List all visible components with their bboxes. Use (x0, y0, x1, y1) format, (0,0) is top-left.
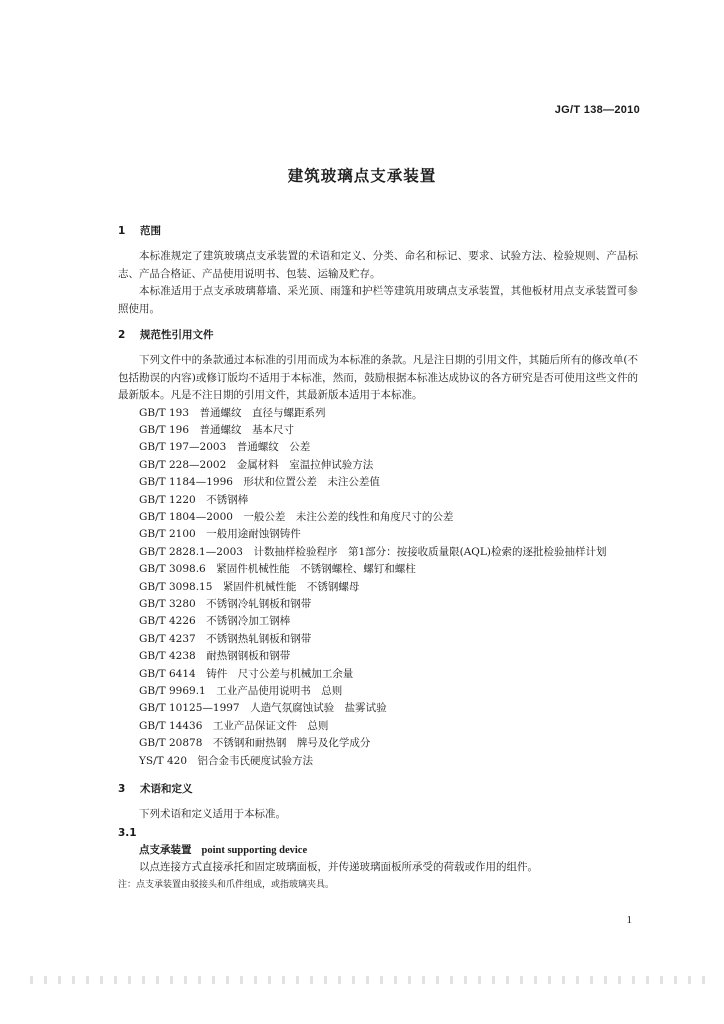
term-definition: 以点连接方式直接承托和固定玻璃面板，并传递玻璃面板所承受的荷载或作用的组件。 (139, 861, 538, 874)
reference-item: GB/T 3098.6 紧固件机械性能 不锈钢螺栓、螺钉和螺柱 (139, 563, 416, 576)
term-name-en: point supporting device (201, 844, 308, 856)
reference-item: GB/T 2828.1—2003 计数抽样检验程序 第1部分：按接收质量限(AQL)检索的逐批检验抽样计划 (139, 545, 607, 558)
document-body (118, 222, 638, 893)
document-title: 建筑玻璃点支承装置 (287, 167, 437, 185)
reference-item: GB/T 1804—2000 一般公差 未注公差的线性和角度尺寸的公差 (139, 510, 454, 523)
section-title: 范围 (140, 225, 161, 237)
paragraph: 下列术语和定义适用于本标准。 (139, 808, 286, 821)
term-entry (118, 842, 638, 860)
reference-item: GB/T 4226 不锈钢冷加工钢棒 (139, 615, 291, 628)
reference-item: GB/T 1184—1996 形状和位置公差 未注公差值 (139, 476, 380, 489)
section-heading (118, 326, 638, 344)
section-heading (118, 780, 638, 798)
reference-item: GB/T 4237 不锈钢热轧钢板和钢带 (139, 632, 312, 645)
paragraph: 下列文件中的条款通过本标准的引用而成为本标准的条款。凡是注日期的引用文件，其随后所有的修改单(不包括勘误的内容)或修订版均不适用于本标准，然而，鼓励根据本标准达成协议的各方研究是否可使用这些文件的最新版本。凡是不注日期的引用文件，其最新版本适用于本标准。 (118, 354, 638, 401)
reference-item: GB/T 197—2003 普通螺纹 公差 (139, 441, 311, 454)
section-number: 1 (118, 225, 126, 237)
reference-item: GB/T 9969.1 工业产品使用说明书 总则 (139, 685, 343, 697)
section-title: 规范性引用文件 (140, 329, 214, 341)
section-number: 3 (118, 783, 126, 796)
reference-item: GB/T 196 普通螺纹 基本尺寸 (139, 423, 295, 436)
reference-item: GB/T 193 普通螺纹 直径与螺距系列 (139, 406, 326, 419)
reference-item: GB/T 3280 不锈钢冷轧钢板和钢带 (139, 597, 312, 610)
term-name-zh: 点支承装置 (139, 843, 192, 856)
reference-item: GB/T 2100 一般用途耐蚀钢铸件 (139, 528, 301, 541)
term-number: 3.1 (118, 826, 137, 839)
reference-item: GB/T 10125—1997 人造气氛腐蚀试验 盐雾试验 (139, 702, 387, 715)
reference-item: YS/T 420 铝合金韦氏硬度试验方法 (139, 754, 314, 767)
section-number: 2 (118, 329, 126, 341)
scan-artifact-line (30, 976, 710, 984)
reference-item: GB/T 6414 铸件 尺寸公差与机械加工余量 (139, 667, 354, 680)
reference-item: GB/T 1220 不锈钢棒 (139, 493, 249, 506)
reference-item: GB/T 14436 工业产品保证文件 总则 (139, 719, 329, 732)
reference-item: GB/T 228—2002 金属材料 室温拉伸试验方法 (139, 458, 374, 471)
section-heading (118, 222, 638, 240)
reference-item: GB/T 4238 耐热钢钢板和钢带 (139, 650, 291, 663)
term-note: 注：点支承装置由驳接头和爪件组成，或指玻璃夹具。 (118, 879, 335, 890)
paragraph: 本标准适用于点支承玻璃幕墙、采光顶、雨篷和护栏等建筑用玻璃点支承装置，其他板材用点支承装置可参照使用。 (118, 285, 638, 315)
page-number: 1 (626, 914, 632, 926)
standard-code: JG/T 138—2010 (554, 104, 640, 116)
reference-item: GB/T 20878 不锈钢和耐热钢 牌号及化学成分 (139, 737, 371, 750)
section-title: 术语和定义 (140, 783, 193, 796)
paragraph: 本标准规定了建筑玻璃点支承装置的术语和定义、分类、命名和标记、要求、试验方法、检验规则、产品标志、产品合格证、产品使用说明书、包装、运输及贮存。 (118, 250, 638, 280)
reference-item: GB/T 3098.15 紧固件机械性能 不锈钢螺母 (139, 580, 360, 593)
